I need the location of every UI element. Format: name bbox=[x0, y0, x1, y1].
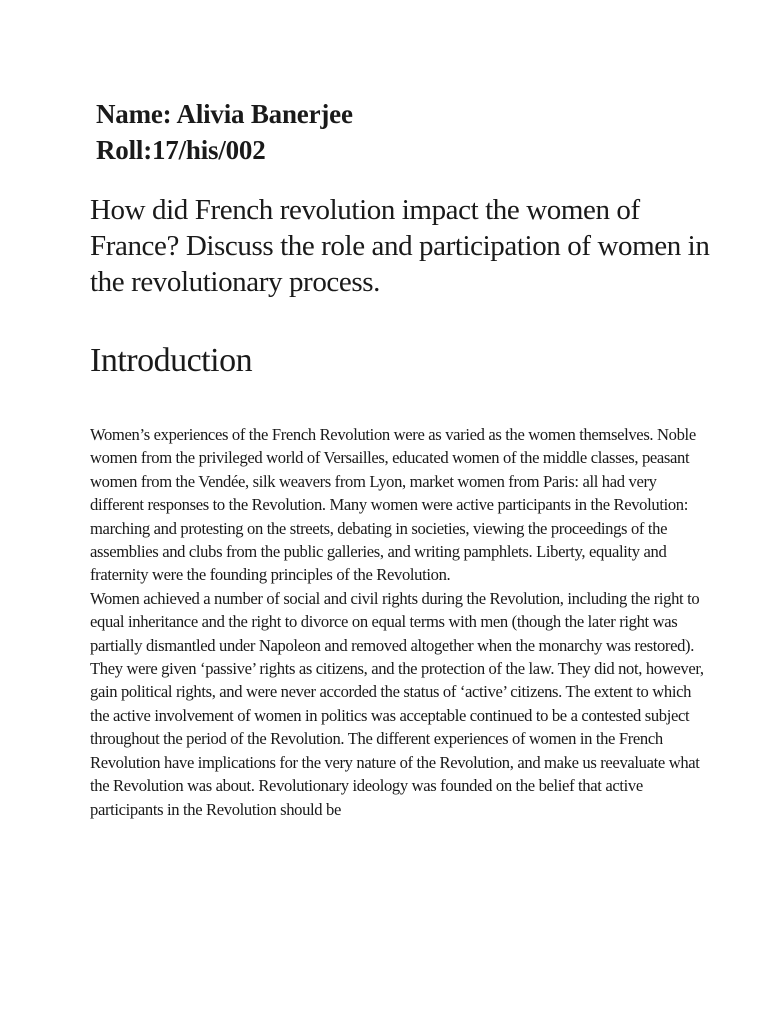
section-heading-introduction: Introduction bbox=[90, 342, 253, 379]
roll-number: Roll:17/his/002 bbox=[96, 135, 266, 165]
introduction-body bbox=[90, 423, 710, 821]
body-paragraph-1: Women’s experiences of the French Revolution were as varied as the women themselves. Noble women from the privileged world of Versailles, educated women of the middle classes, peasant women from the Vendée, silk weavers from Lyon, market women from Paris: all had very different responses to the Revolution. Many women were active participants in the Revolution: marching and protesting on the streets, debating in societies, viewing the proceedings of the assemblies and clubs from the public galleries, and writing pamphlets. Liberty, equality and fraternity were the founding principles of the Revolution. bbox=[90, 425, 696, 585]
essay-question: How did French revolution impact the women of France? Discuss the role and participation of women in the revolutionary process. bbox=[90, 194, 710, 298]
body-paragraph-2: Women achieved a number of social and civil rights during the Revolution, including the right to equal inheritance and the right to divorce on equal terms with men (though the later right was partially dismantled under Napoleon and removed altogether when the monarchy was restored). They were given ‘passive’ rights as citizens, and the protection of the law. They did not, however, gain political rights, and were never accorded the status of ‘active’ citizens. The extent to which the active involvement of women in politics was acceptable continued to be a contested subject throughout the period of the Revolution. The different experiences of women in the French Revolution have implications for the very nature of the Revolution, and make us reevaluate what the Revolution was about. Revolutionary ideology was founded on the belief that active participants in the Revolution should be bbox=[90, 588, 704, 819]
author-header bbox=[96, 96, 353, 168]
author-name: Name: Alivia Banerjee bbox=[96, 99, 353, 129]
